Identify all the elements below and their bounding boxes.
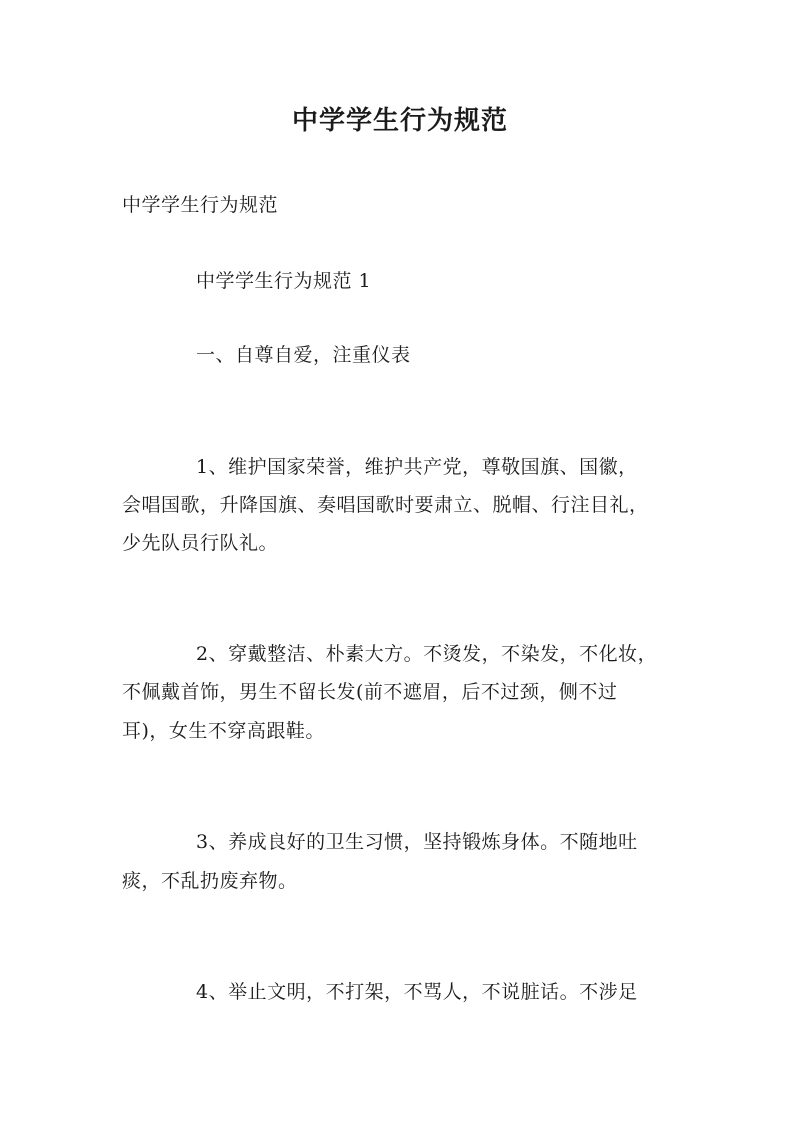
paragraph-1-line-1: 1、维护国家荣誉，维护共产党，尊敬国旗、国徽，	[196, 456, 638, 478]
document-subtitle: 中学学生行为规范	[122, 194, 279, 216]
document-title: 中学学生行为规范	[291, 106, 508, 136]
paragraph-4-line-1: 4、举止文明，不打架，不骂人，不说脏话。不涉足	[196, 981, 638, 1003]
paragraph-1-line-2: 会唱国歌，升降国旗、奏唱国歌时要肃立、脱帽、行注目礼，	[122, 494, 649, 516]
paragraph-3-line-1: 3、养成良好的卫生习惯，坚持锻炼身体。不随地吐	[196, 831, 638, 853]
section-heading: 中学学生行为规范 1	[196, 270, 372, 292]
paragraph-2-line-2: 不佩戴首饰，男生不留长发(前不遮眉，后不过颈，侧不过	[122, 681, 618, 703]
paragraph-3-line-2: 痰，不乱扔废弃物。	[122, 870, 298, 892]
paragraph-1-line-3: 少先队员行队礼。	[122, 532, 279, 554]
paragraph-2-line-1: 2、穿戴整洁、朴素大方。不烫发，不染发，不化妆，	[196, 643, 658, 665]
paragraph-2-line-3: 耳)，女生不穿高跟鞋。	[122, 720, 325, 742]
part-heading: 一、自尊自爱，注重仪表	[196, 344, 411, 366]
